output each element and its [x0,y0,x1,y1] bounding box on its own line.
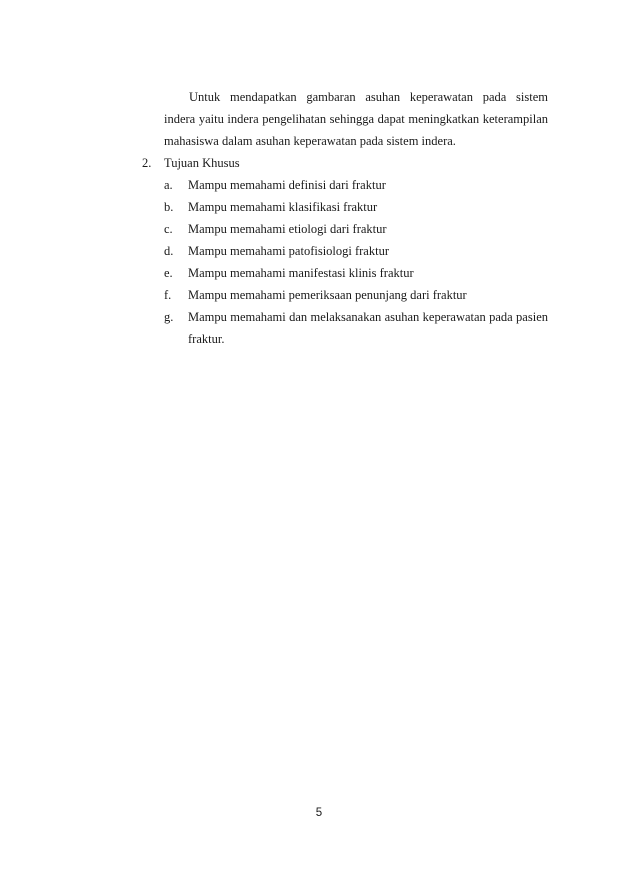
list-item-text-c: Mampu memahami etiologi dari fraktur [188,222,387,236]
list-item-text-b: Mampu memahami klasifikasi fraktur [188,200,378,214]
list-item-text-f: Mampu memahami pemeriksaan penunjang dari fraktur [188,288,467,302]
list-item-text-a: Mampu memahami definisi dari fraktur [188,178,386,192]
list-item-text-e: Mampu memahami manifestasi klinis fraktur [188,266,414,280]
intro-line-1: Untuk mendapatkan gambaran asuhan keperawatan pada sistem [189,90,548,104]
list-item-letter-c: c. [164,222,173,236]
list-item-letter-d: d. [164,244,174,258]
list-item-letter-a: a. [164,178,173,192]
list-item-text-d: Mampu memahami patofisiologi fraktur [188,244,389,258]
list-item-letter-g: g. [164,310,174,324]
intro-line-3: mahasiswa dalam asuhan keperawatan pada sistem indera. [164,134,456,148]
section-title: Tujuan Khusus [164,156,240,170]
list-item-text-g-line-2: fraktur. [188,332,225,346]
list-item-text-g-line-1: Mampu memahami dan melaksanakan asuhan keperawatan pada pasien [188,310,548,324]
list-item-letter-b: b. [164,200,174,214]
section-number: 2. [142,156,152,170]
intro-line-2: indera yaitu indera pengelihatan sehingga dapat meningkatkan keterampilan [164,112,548,126]
list-item-letter-e: e. [164,266,173,280]
page-number: 5 [315,807,323,819]
list-item-letter-f: f. [164,288,172,302]
